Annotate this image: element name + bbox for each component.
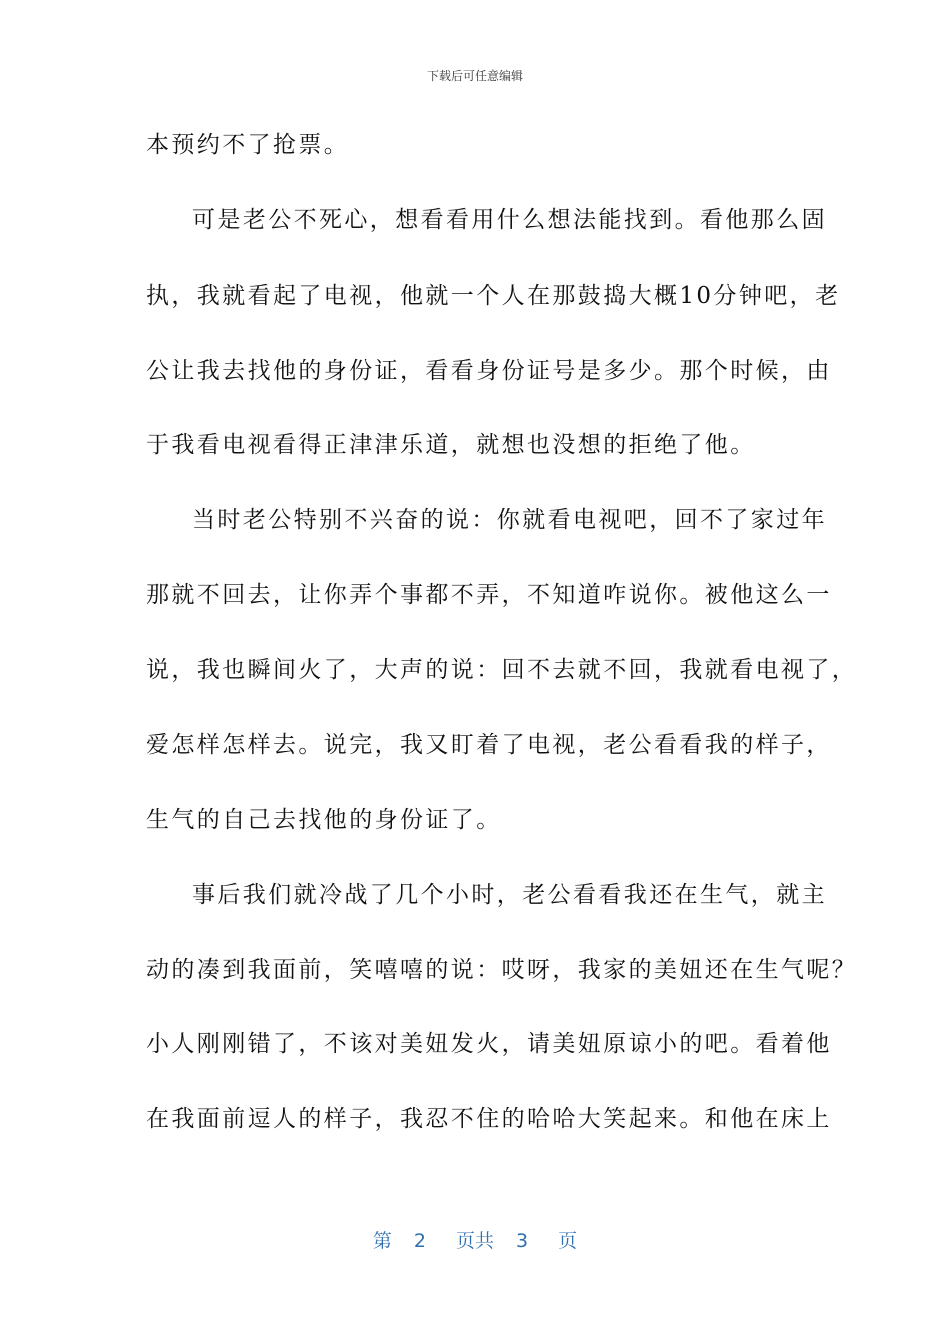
text-line: 事后我们就冷战了几个小时，老公看看我还在生气，就主 (192, 882, 827, 908)
footer-total-pages: 3 (516, 1230, 529, 1252)
text-line: 在我面前逗人的样子，我忍不住的哈哈大笑起来。和他在床上 (146, 1106, 832, 1132)
text-line: 说，我也瞬间火了，大声的说：回不去就不回，我就看电视了， (146, 657, 858, 683)
text-line: 那就不回去，让你弄个事都不弄，不知道咋说你。被他这么一 (146, 582, 832, 608)
text-line: 当时老公特别不兴奋的说：你就看电视吧，回不了家过年 (192, 507, 827, 533)
footer-page-number: 2 (413, 1230, 426, 1252)
footer-middle: 页共 (455, 1230, 494, 1252)
text-line: 爱怎样怎样去。说完，我又盯着了电视，老公看看我的样子， (146, 732, 832, 758)
text-line: 本预约不了抢票。 (146, 132, 350, 158)
text-line: 小人刚刚错了，不该对美妞发火，请美妞原谅小的吧。看着他 (146, 1031, 832, 1057)
text-line: 动的凑到我面前，笑嘻嘻的说：哎呀，我家的美妞还在生气呢？ (146, 957, 858, 983)
text-line: 公让我去找他的身份证，看看身份证号是多少。那个时候，由 (146, 358, 832, 384)
text-line: 执，我就看起了电视，他就一个人在那鼓捣大概10分钟吧，老 (146, 283, 841, 309)
footer-suffix: 页 (558, 1230, 578, 1252)
footer-prefix: 第 (372, 1230, 392, 1252)
header-note: 下载后可任意编辑 (426, 69, 523, 83)
text-line: 于我看电视看得正津津乐道，就想也没想的拒绝了他。 (146, 432, 756, 458)
page-footer (0, 1226, 950, 1253)
text-line: 生气的自己去找他的身份证了。 (146, 807, 502, 833)
text-line: 可是老公不死心，想看看用什么想法能找到。看他那么固 (192, 207, 827, 233)
